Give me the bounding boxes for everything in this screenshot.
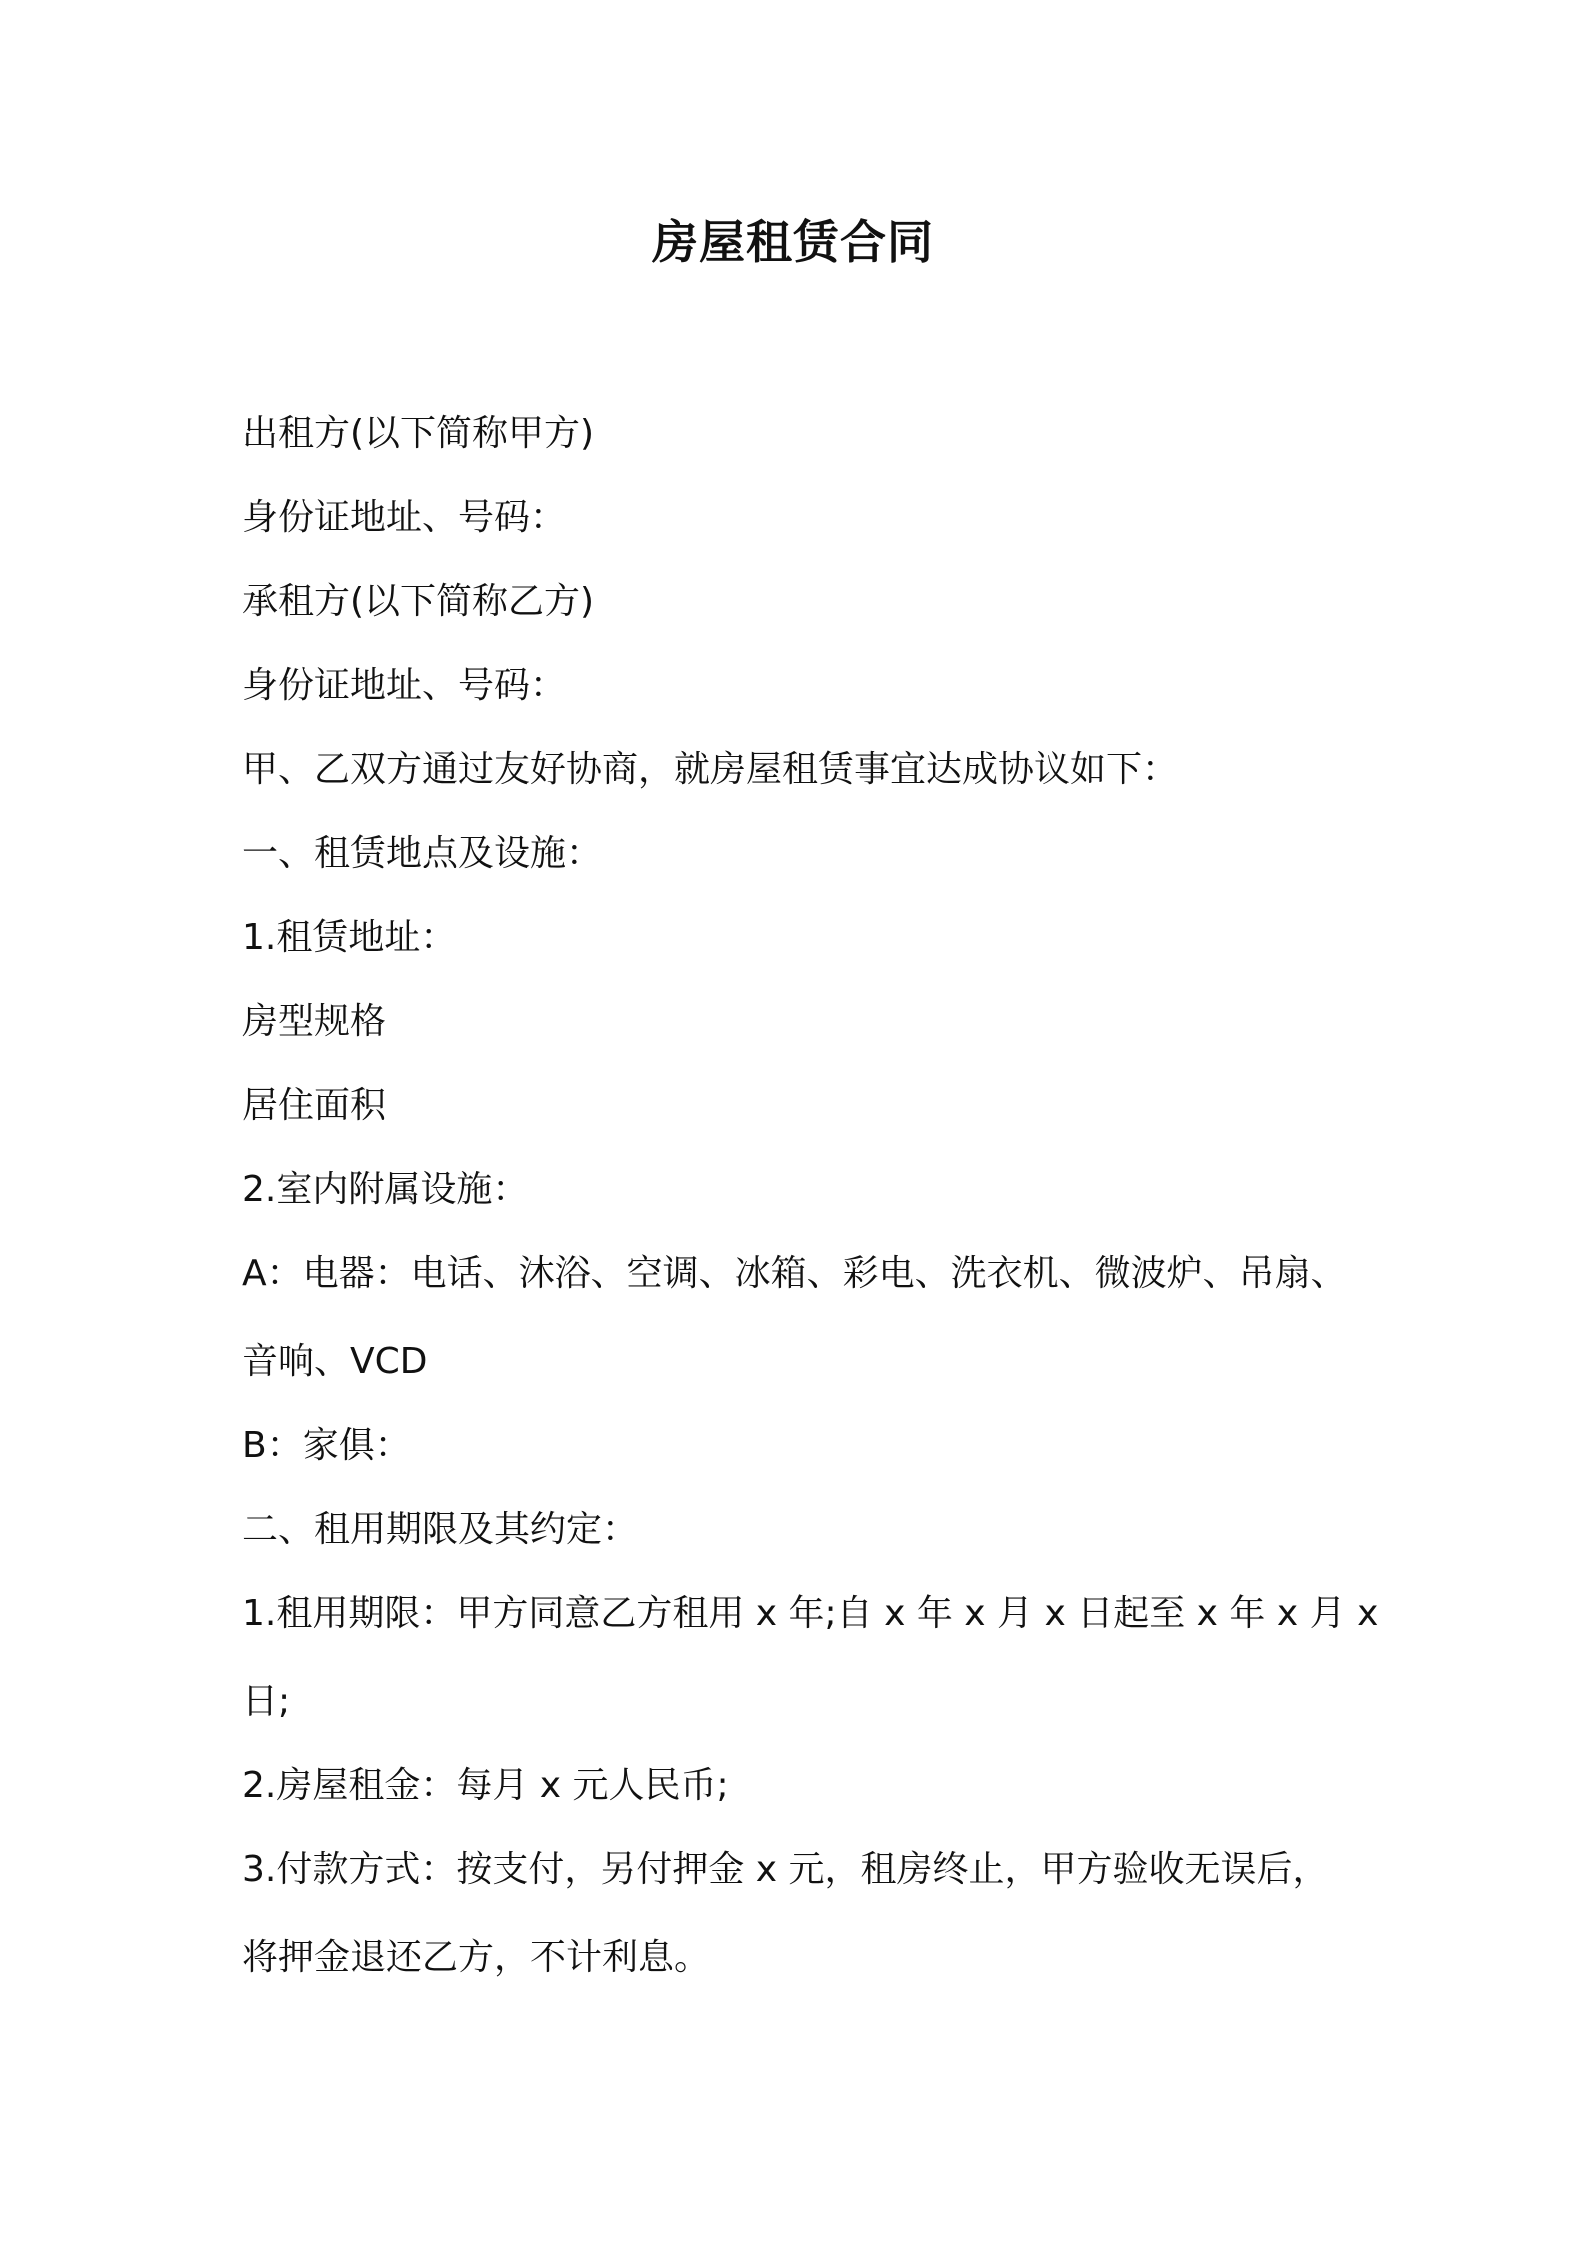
appliances-line-cont: 音响、VCD bbox=[242, 1341, 428, 1382]
lessee-id-line: 身份证地址、号码： bbox=[242, 665, 567, 706]
section-heading-1: 一、租赁地点及设施： bbox=[242, 833, 603, 874]
lease-term-line: 1.租用期限：甲方同意乙方租用 x 年;自 x 年 x 月 x 日起至 x 年 x 月 x bbox=[242, 1593, 1379, 1634]
rent-line: 2.房屋租金：每月 x 元人民币; bbox=[242, 1765, 729, 1806]
facilities-line: 2.室内附属设施： bbox=[242, 1169, 529, 1210]
document-title: 房屋租赁合同 bbox=[652, 215, 934, 269]
furniture-line: B：家俱： bbox=[242, 1425, 411, 1466]
lessee-line: 承租方(以下简称乙方) bbox=[242, 581, 595, 622]
lessor-id-line: 身份证地址、号码： bbox=[242, 497, 567, 538]
payment-line-cont: 将押金退还乙方，不计利息。 bbox=[242, 1937, 711, 1978]
section-heading-2: 二、租用期限及其约定： bbox=[242, 1509, 639, 1550]
payment-line: 3.付款方式：按支付，另付押金 x 元，租房终止，甲方验收无误后， bbox=[242, 1849, 1329, 1890]
room-type-line: 房型规格 bbox=[242, 1001, 387, 1042]
document-body bbox=[242, 410, 1402, 2018]
living-area-line: 居住面积 bbox=[242, 1085, 387, 1126]
lessor-line: 出租方(以下简称甲方) bbox=[242, 413, 595, 454]
lease-address-line: 1.租赁地址： bbox=[242, 917, 457, 958]
lease-term-line-cont: 日; bbox=[242, 1681, 291, 1722]
agreement-intro: 甲、乙双方通过友好协商，就房屋租赁事宜达成协议如下： bbox=[242, 749, 1179, 790]
appliances-line: A：电器：电话、沐浴、空调、冰箱、彩电、洗衣机、微波炉、吊扇、 bbox=[242, 1253, 1347, 1294]
